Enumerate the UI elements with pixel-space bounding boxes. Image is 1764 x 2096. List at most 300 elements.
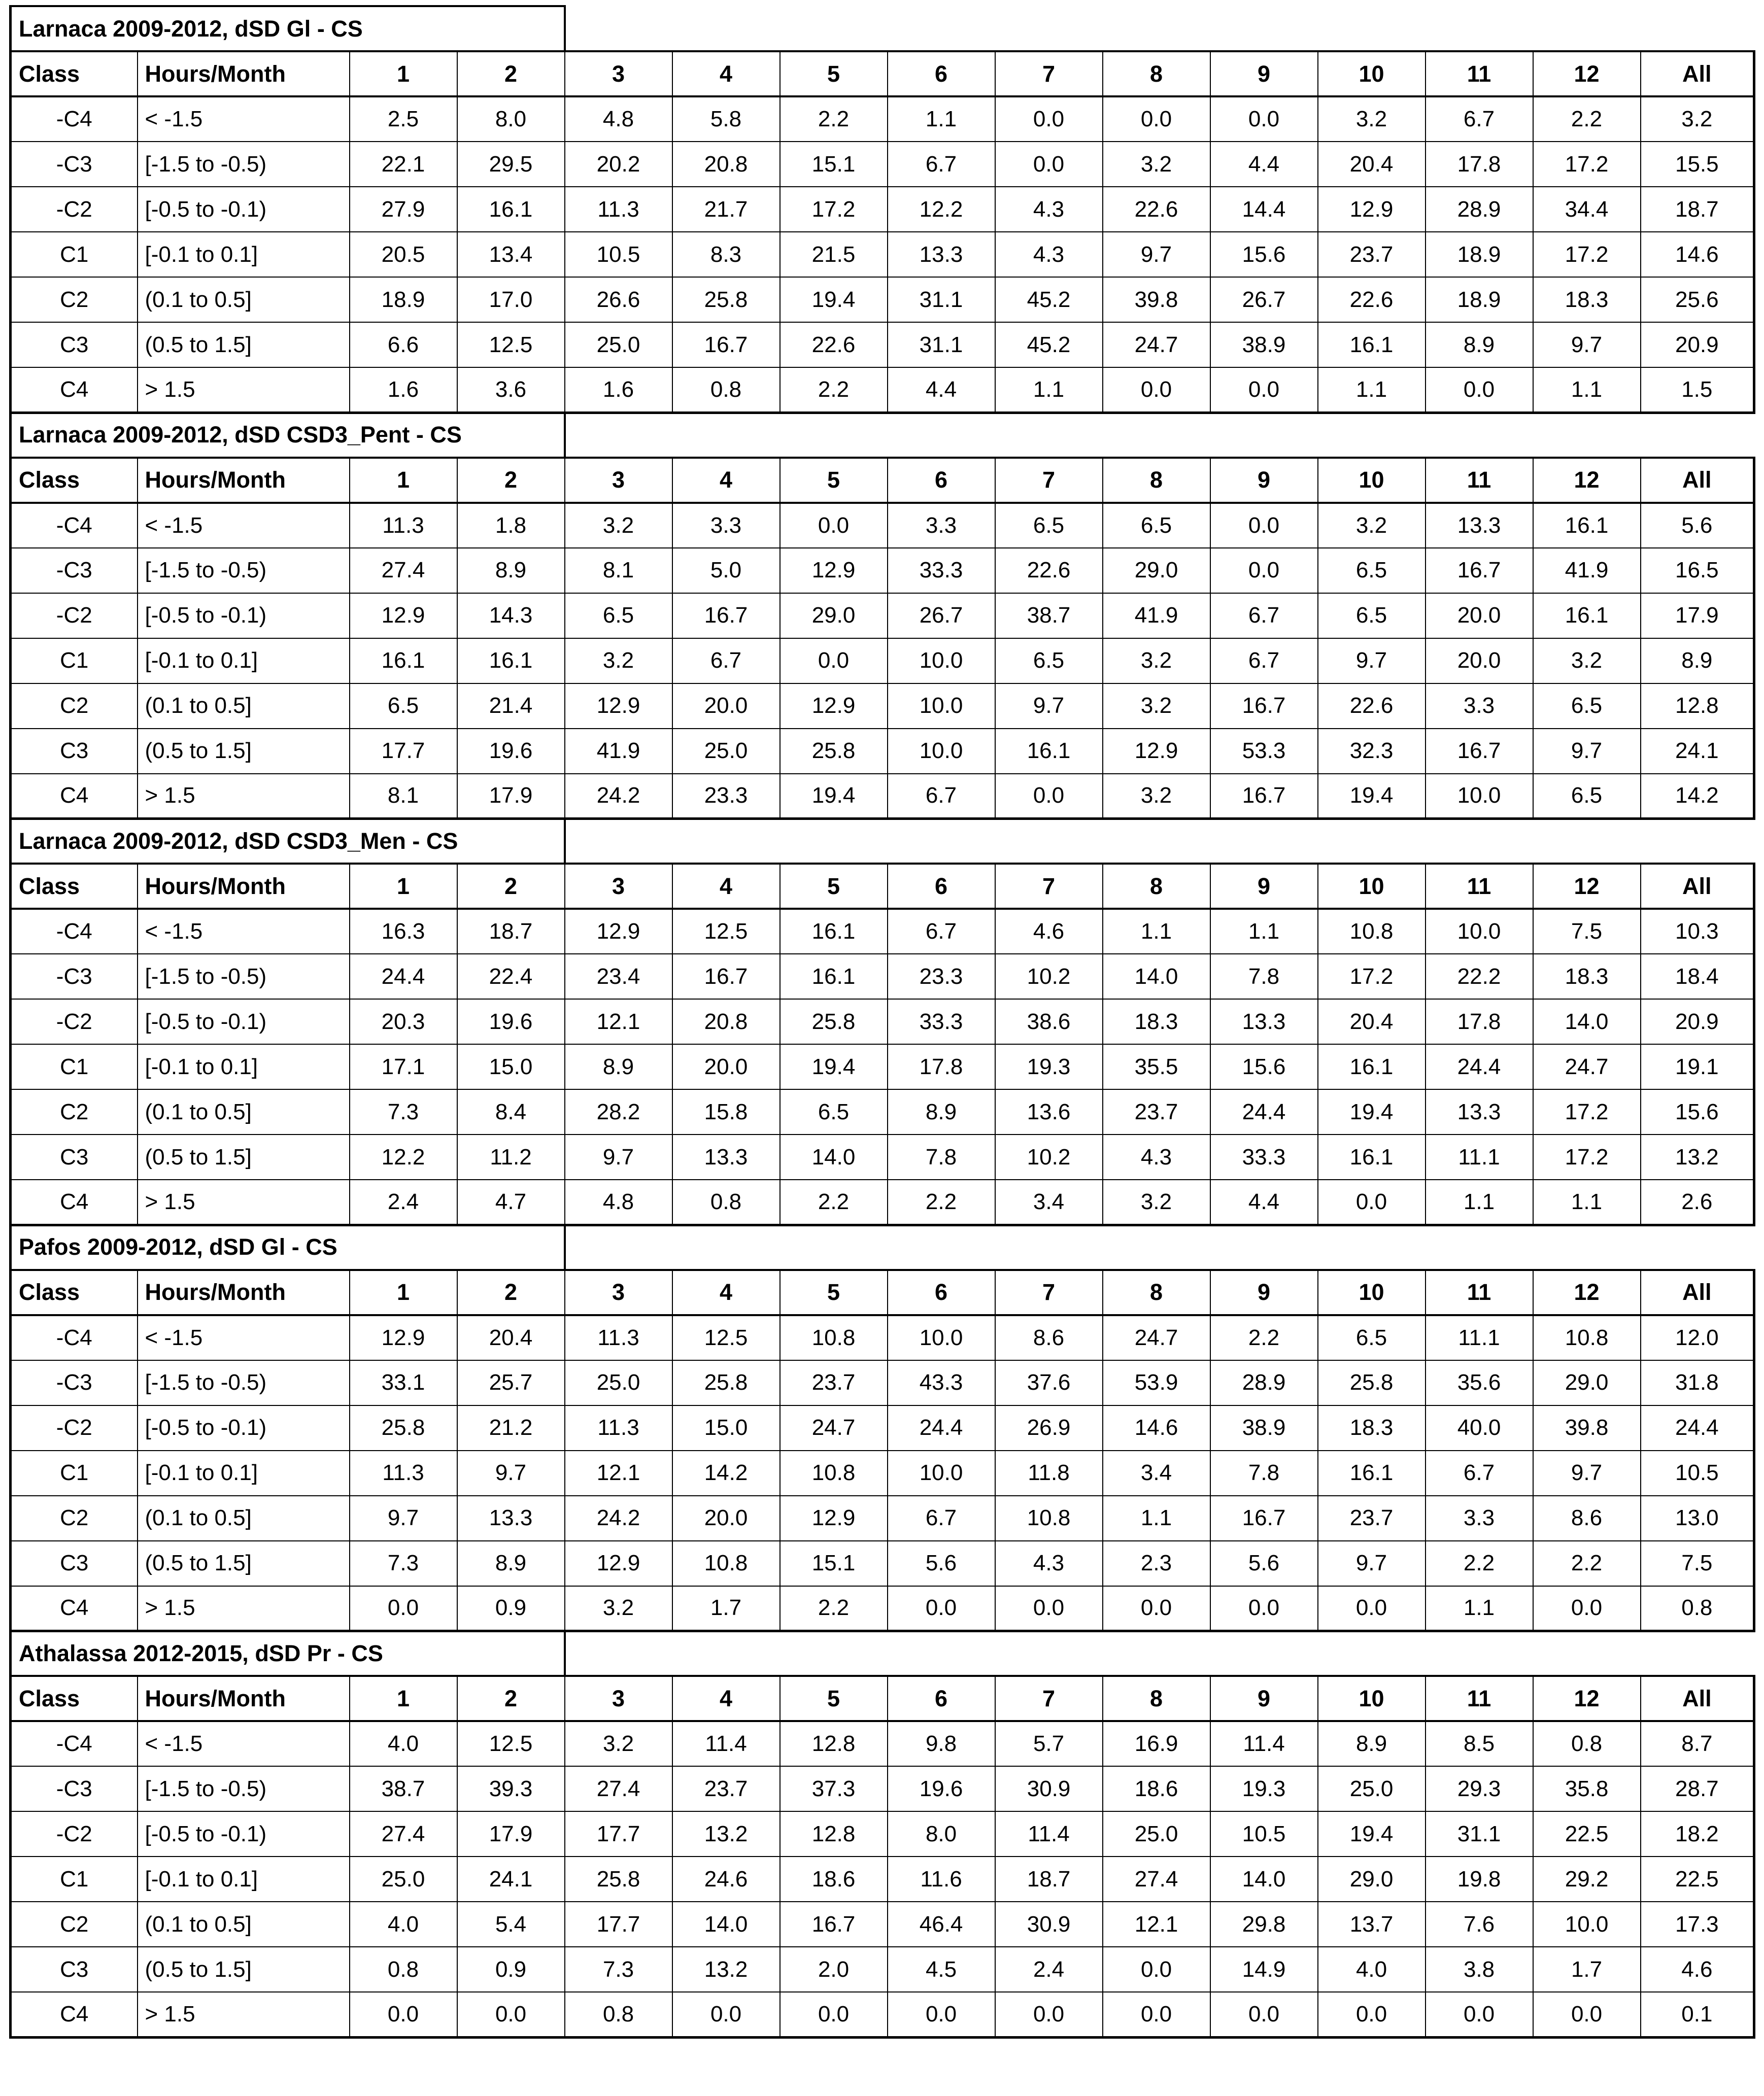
- class-label-cell: C2: [11, 1496, 138, 1541]
- value-cell: 12.9: [780, 1496, 888, 1541]
- range-cell: [-0.5 to -0.1): [138, 187, 350, 232]
- value-cell: 6.5: [1103, 503, 1210, 548]
- column-header-12: 12: [1533, 51, 1641, 96]
- value-cell: 12.8: [780, 1721, 888, 1766]
- value-cell: 10.0: [888, 1315, 995, 1360]
- title-row-spacer: [565, 6, 1754, 51]
- value-cell: 11.3: [350, 503, 457, 548]
- value-cell: 53.3: [1210, 729, 1318, 774]
- column-header-2: 2: [457, 51, 565, 96]
- value-cell: 0.0: [457, 1992, 565, 2037]
- value-cell: 6.5: [995, 503, 1103, 548]
- column-header-8: 8: [1103, 1676, 1210, 1721]
- column-header-4: 4: [672, 51, 780, 96]
- value-cell: 20.9: [1641, 999, 1754, 1044]
- value-cell: 25.8: [672, 277, 780, 322]
- value-cell: 5.8: [672, 96, 780, 142]
- value-cell: 12.2: [888, 187, 995, 232]
- value-cell: 28.7: [1641, 1766, 1754, 1811]
- value-cell: 16.3: [350, 909, 457, 954]
- value-cell: 6.7: [1210, 638, 1318, 683]
- column-header-all: All: [1641, 1270, 1754, 1315]
- value-cell: 11.4: [672, 1721, 780, 1766]
- column-header-8: 8: [1103, 51, 1210, 96]
- section-title: Larnaca 2009-2012, dSD Gl - CS: [11, 6, 565, 51]
- value-cell: 8.9: [1641, 638, 1754, 683]
- class-label-cell: C1: [11, 1451, 138, 1496]
- range-cell: (0.1 to 0.5]: [138, 1496, 350, 1541]
- value-cell: 0.0: [350, 1586, 457, 1631]
- value-cell: 20.4: [1318, 142, 1426, 187]
- column-header-10: 10: [1318, 51, 1426, 96]
- value-cell: 32.3: [1318, 729, 1426, 774]
- value-cell: 29.0: [780, 593, 888, 638]
- value-cell: 29.8: [1210, 1902, 1318, 1947]
- value-cell: 3.2: [1103, 142, 1210, 187]
- range-cell: (0.5 to 1.5]: [138, 1947, 350, 1992]
- value-cell: 1.6: [565, 367, 672, 413]
- data-row: [11, 1857, 1754, 1902]
- class-label-cell: -C3: [11, 954, 138, 999]
- value-cell: 29.2: [1533, 1857, 1641, 1902]
- value-cell: 1.7: [1533, 1947, 1641, 1992]
- value-cell: 18.6: [780, 1857, 888, 1902]
- value-cell: 0.0: [995, 774, 1103, 819]
- range-cell: (0.1 to 0.5]: [138, 1902, 350, 1947]
- value-cell: 8.0: [888, 1811, 995, 1857]
- value-cell: 12.1: [1103, 1902, 1210, 1947]
- value-cell: 29.5: [457, 142, 565, 187]
- value-cell: 19.6: [457, 999, 565, 1044]
- value-cell: 8.9: [888, 1089, 995, 1135]
- value-cell: 8.1: [350, 774, 457, 819]
- value-cell: 17.0: [457, 277, 565, 322]
- value-cell: 39.3: [457, 1766, 565, 1811]
- range-cell: > 1.5: [138, 1992, 350, 2037]
- value-cell: 33.3: [1210, 1135, 1318, 1180]
- column-header-class: Class: [11, 458, 138, 503]
- value-cell: 19.6: [888, 1766, 995, 1811]
- value-cell: 1.1: [1103, 1496, 1210, 1541]
- value-cell: 4.6: [1641, 1947, 1754, 1992]
- value-cell: 31.8: [1641, 1360, 1754, 1405]
- value-cell: 33.3: [888, 999, 995, 1044]
- value-cell: 16.7: [672, 593, 780, 638]
- value-cell: 18.6: [1103, 1766, 1210, 1811]
- column-header-all: All: [1641, 1676, 1754, 1721]
- value-cell: 6.7: [1426, 96, 1533, 142]
- value-cell: 9.8: [888, 1721, 995, 1766]
- value-cell: 9.7: [995, 683, 1103, 729]
- column-header-4: 4: [672, 1270, 780, 1315]
- value-cell: 6.7: [672, 638, 780, 683]
- value-cell: 18.7: [1641, 187, 1754, 232]
- range-cell: [-0.5 to -0.1): [138, 593, 350, 638]
- value-cell: 10.0: [888, 729, 995, 774]
- value-cell: 39.8: [1103, 277, 1210, 322]
- data-row: [11, 683, 1754, 729]
- value-cell: 0.0: [1210, 1586, 1318, 1631]
- column-header-10: 10: [1318, 1676, 1426, 1721]
- value-cell: 17.9: [457, 774, 565, 819]
- column-header-hours-month: Hours/Month: [138, 864, 350, 909]
- column-header-9: 9: [1210, 458, 1318, 503]
- value-cell: 5.4: [457, 1902, 565, 1947]
- section-2-table: [9, 411, 1755, 820]
- value-cell: 0.0: [995, 142, 1103, 187]
- value-cell: 18.9: [350, 277, 457, 322]
- column-header-2: 2: [457, 1270, 565, 1315]
- value-cell: 41.9: [1103, 593, 1210, 638]
- value-cell: 5.0: [672, 548, 780, 593]
- class-label-cell: C3: [11, 322, 138, 367]
- value-cell: 3.2: [1103, 774, 1210, 819]
- value-cell: 5.6: [1641, 503, 1754, 548]
- value-cell: 20.4: [1318, 999, 1426, 1044]
- value-cell: 6.5: [565, 593, 672, 638]
- value-cell: 0.8: [1533, 1721, 1641, 1766]
- class-label-cell: -C2: [11, 1405, 138, 1451]
- value-cell: 9.7: [457, 1451, 565, 1496]
- section-3-table: [9, 817, 1755, 1226]
- value-cell: 4.6: [995, 909, 1103, 954]
- value-cell: 18.7: [457, 909, 565, 954]
- value-cell: 16.7: [1426, 548, 1533, 593]
- column-header-6: 6: [888, 864, 995, 909]
- column-header-5: 5: [780, 1676, 888, 1721]
- value-cell: 14.0: [1533, 999, 1641, 1044]
- class-label-cell: -C2: [11, 187, 138, 232]
- value-cell: 14.2: [672, 1451, 780, 1496]
- value-cell: 19.4: [780, 1044, 888, 1089]
- value-cell: 13.3: [1210, 999, 1318, 1044]
- column-header-class: Class: [11, 864, 138, 909]
- value-cell: 22.5: [1641, 1857, 1754, 1902]
- value-cell: 31.1: [1426, 1811, 1533, 1857]
- value-cell: 7.5: [1533, 909, 1641, 954]
- value-cell: 8.6: [995, 1315, 1103, 1360]
- value-cell: 0.0: [1210, 1992, 1318, 2037]
- value-cell: 13.3: [672, 1135, 780, 1180]
- value-cell: 8.3: [672, 232, 780, 277]
- value-cell: 13.3: [1426, 503, 1533, 548]
- value-cell: 31.1: [888, 322, 995, 367]
- value-cell: 19.4: [780, 277, 888, 322]
- value-cell: 16.1: [780, 909, 888, 954]
- value-cell: 15.0: [672, 1405, 780, 1451]
- value-cell: 14.3: [457, 593, 565, 638]
- value-cell: 14.6: [1103, 1405, 1210, 1451]
- value-cell: 2.4: [995, 1947, 1103, 1992]
- value-cell: 29.0: [1103, 548, 1210, 593]
- column-header-6: 6: [888, 1676, 995, 1721]
- value-cell: 2.2: [780, 1586, 888, 1631]
- column-header-4: 4: [672, 864, 780, 909]
- value-cell: 18.9: [1426, 232, 1533, 277]
- class-label-cell: C1: [11, 1044, 138, 1089]
- value-cell: 8.9: [457, 1541, 565, 1586]
- value-cell: 23.3: [888, 954, 995, 999]
- value-cell: 53.9: [1103, 1360, 1210, 1405]
- value-cell: 4.4: [1210, 1180, 1318, 1225]
- column-header-9: 9: [1210, 864, 1318, 909]
- column-header-10: 10: [1318, 864, 1426, 909]
- data-row: [11, 1902, 1754, 1947]
- value-cell: 31.1: [888, 277, 995, 322]
- column-header-1: 1: [350, 1270, 457, 1315]
- value-cell: 3.2: [1641, 96, 1754, 142]
- value-cell: 6.5: [1533, 683, 1641, 729]
- value-cell: 2.2: [888, 1180, 995, 1225]
- value-cell: 22.6: [1318, 683, 1426, 729]
- class-label-cell: C1: [11, 1857, 138, 1902]
- value-cell: 27.4: [350, 548, 457, 593]
- value-cell: 4.7: [457, 1180, 565, 1225]
- value-cell: 12.9: [780, 683, 888, 729]
- value-cell: 28.2: [565, 1089, 672, 1135]
- value-cell: 0.8: [672, 1180, 780, 1225]
- data-row: [11, 774, 1754, 819]
- value-cell: 6.7: [888, 1496, 995, 1541]
- data-row: [11, 503, 1754, 548]
- range-cell: (0.1 to 0.5]: [138, 1089, 350, 1135]
- value-cell: 25.8: [350, 1405, 457, 1451]
- class-label-cell: C1: [11, 638, 138, 683]
- value-cell: 10.2: [995, 1135, 1103, 1180]
- value-cell: 10.0: [1426, 774, 1533, 819]
- column-header-5: 5: [780, 458, 888, 503]
- value-cell: 20.8: [672, 999, 780, 1044]
- data-row: [11, 909, 1754, 954]
- value-cell: 6.5: [1318, 1315, 1426, 1360]
- column-header-3: 3: [565, 864, 672, 909]
- column-header-12: 12: [1533, 864, 1641, 909]
- value-cell: 1.6: [350, 367, 457, 413]
- value-cell: 10.8: [995, 1496, 1103, 1541]
- value-cell: 2.5: [350, 96, 457, 142]
- value-cell: 19.8: [1426, 1857, 1533, 1902]
- column-header-9: 9: [1210, 51, 1318, 96]
- value-cell: 16.9: [1103, 1721, 1210, 1766]
- section-title-row: [11, 1225, 1754, 1270]
- value-cell: 1.8: [457, 503, 565, 548]
- value-cell: 18.3: [1533, 954, 1641, 999]
- value-cell: 3.2: [565, 503, 672, 548]
- value-cell: 41.9: [1533, 548, 1641, 593]
- value-cell: 1.1: [1210, 909, 1318, 954]
- value-cell: 0.0: [995, 1992, 1103, 2037]
- section-5-table: [9, 1630, 1755, 2039]
- value-cell: 14.2: [1641, 774, 1754, 819]
- value-cell: 10.8: [1318, 909, 1426, 954]
- value-cell: 25.8: [780, 729, 888, 774]
- value-cell: 1.1: [1318, 367, 1426, 413]
- value-cell: 7.8: [1210, 954, 1318, 999]
- value-cell: 3.3: [672, 503, 780, 548]
- value-cell: 17.8: [888, 1044, 995, 1089]
- data-row: [11, 593, 1754, 638]
- value-cell: 23.7: [1103, 1089, 1210, 1135]
- value-cell: 18.3: [1318, 1405, 1426, 1451]
- value-cell: 11.2: [457, 1135, 565, 1180]
- value-cell: 9.7: [1318, 1541, 1426, 1586]
- value-cell: 25.8: [672, 1360, 780, 1405]
- value-cell: 33.3: [888, 548, 995, 593]
- value-cell: 24.7: [1103, 1315, 1210, 1360]
- value-cell: 13.3: [888, 232, 995, 277]
- column-header-3: 3: [565, 1270, 672, 1315]
- value-cell: 10.0: [888, 638, 995, 683]
- value-cell: 20.0: [1426, 593, 1533, 638]
- value-cell: 16.1: [457, 638, 565, 683]
- value-cell: 0.0: [995, 96, 1103, 142]
- value-cell: 10.2: [995, 954, 1103, 999]
- value-cell: 18.3: [1103, 999, 1210, 1044]
- value-cell: 13.2: [672, 1811, 780, 1857]
- value-cell: 16.7: [1210, 774, 1318, 819]
- value-cell: 3.2: [1533, 638, 1641, 683]
- range-cell: [-1.5 to -0.5): [138, 142, 350, 187]
- value-cell: 16.1: [457, 187, 565, 232]
- section-4-table: [9, 1224, 1755, 1633]
- value-cell: 23.3: [672, 774, 780, 819]
- value-cell: 0.0: [1426, 367, 1533, 413]
- value-cell: 17.9: [1641, 593, 1754, 638]
- value-cell: 24.7: [1103, 322, 1210, 367]
- value-cell: 10.0: [888, 1451, 995, 1496]
- value-cell: 17.2: [1533, 1135, 1641, 1180]
- value-cell: 24.1: [457, 1857, 565, 1902]
- value-cell: 22.6: [1103, 187, 1210, 232]
- value-cell: 17.7: [565, 1811, 672, 1857]
- value-cell: 15.0: [457, 1044, 565, 1089]
- value-cell: 14.0: [1103, 954, 1210, 999]
- class-label-cell: -C3: [11, 1360, 138, 1405]
- value-cell: 25.0: [565, 322, 672, 367]
- column-header-9: 9: [1210, 1676, 1318, 1721]
- range-cell: [-0.1 to 0.1]: [138, 232, 350, 277]
- value-cell: 12.8: [780, 1811, 888, 1857]
- range-cell: [-1.5 to -0.5): [138, 954, 350, 999]
- value-cell: 7.8: [1210, 1451, 1318, 1496]
- value-cell: 2.2: [1533, 96, 1641, 142]
- value-cell: 24.4: [1210, 1089, 1318, 1135]
- class-label-cell: -C3: [11, 1766, 138, 1811]
- value-cell: 8.0: [457, 96, 565, 142]
- value-cell: 0.0: [888, 1586, 995, 1631]
- class-label-cell: C3: [11, 1135, 138, 1180]
- section-title: Larnaca 2009-2012, dSD CSD3_Men - CS: [11, 818, 565, 864]
- value-cell: 3.4: [995, 1180, 1103, 1225]
- value-cell: 6.7: [888, 142, 995, 187]
- value-cell: 24.4: [888, 1405, 995, 1451]
- value-cell: 0.0: [1210, 96, 1318, 142]
- value-cell: 11.1: [1426, 1135, 1533, 1180]
- column-header-2: 2: [457, 1676, 565, 1721]
- data-row: [11, 1586, 1754, 1631]
- value-cell: 38.7: [350, 1766, 457, 1811]
- value-cell: 22.6: [995, 548, 1103, 593]
- value-cell: 0.0: [1103, 367, 1210, 413]
- column-header-hours-month: Hours/Month: [138, 458, 350, 503]
- value-cell: 0.0: [1103, 1947, 1210, 1992]
- column-header-class: Class: [11, 51, 138, 96]
- column-header-9: 9: [1210, 1270, 1318, 1315]
- value-cell: 19.6: [457, 729, 565, 774]
- value-cell: 9.7: [1103, 232, 1210, 277]
- column-header-10: 10: [1318, 1270, 1426, 1315]
- column-header-1: 1: [350, 51, 457, 96]
- value-cell: 3.2: [565, 1586, 672, 1631]
- value-cell: 3.3: [888, 503, 995, 548]
- value-cell: 0.0: [1103, 96, 1210, 142]
- value-cell: 6.5: [350, 683, 457, 729]
- column-header-7: 7: [995, 458, 1103, 503]
- value-cell: 2.2: [780, 96, 888, 142]
- data-row: [11, 1180, 1754, 1225]
- value-cell: 9.7: [565, 1135, 672, 1180]
- value-cell: 17.2: [780, 187, 888, 232]
- value-cell: 8.9: [1426, 322, 1533, 367]
- value-cell: 10.8: [780, 1451, 888, 1496]
- value-cell: 9.7: [1533, 729, 1641, 774]
- class-label-cell: -C4: [11, 96, 138, 142]
- column-header-class: Class: [11, 1270, 138, 1315]
- value-cell: 46.4: [888, 1902, 995, 1947]
- column-header-3: 3: [565, 458, 672, 503]
- value-cell: 2.2: [1210, 1315, 1318, 1360]
- class-label-cell: C4: [11, 1180, 138, 1225]
- value-cell: 25.7: [457, 1360, 565, 1405]
- value-cell: 24.4: [350, 954, 457, 999]
- header-row: [11, 1676, 1754, 1721]
- column-header-hours-month: Hours/Month: [138, 1270, 350, 1315]
- value-cell: 18.7: [995, 1857, 1103, 1902]
- value-cell: 12.1: [565, 999, 672, 1044]
- value-cell: 4.8: [565, 1180, 672, 1225]
- value-cell: 19.4: [780, 774, 888, 819]
- value-cell: 12.9: [1318, 187, 1426, 232]
- value-cell: 21.2: [457, 1405, 565, 1451]
- value-cell: 2.3: [1103, 1541, 1210, 1586]
- value-cell: 3.2: [565, 638, 672, 683]
- value-cell: 10.8: [672, 1541, 780, 1586]
- column-header-1: 1: [350, 1676, 457, 1721]
- value-cell: 0.1: [1641, 1992, 1754, 2037]
- value-cell: 33.1: [350, 1360, 457, 1405]
- value-cell: 7.3: [565, 1947, 672, 1992]
- value-cell: 1.1: [1533, 367, 1641, 413]
- column-header-4: 4: [672, 1676, 780, 1721]
- value-cell: 16.1: [1533, 503, 1641, 548]
- data-row: [11, 1044, 1754, 1089]
- data-row: [11, 1992, 1754, 2037]
- value-cell: 11.3: [565, 1405, 672, 1451]
- value-cell: 20.3: [350, 999, 457, 1044]
- value-cell: 16.5: [1641, 548, 1754, 593]
- column-header-12: 12: [1533, 1676, 1641, 1721]
- value-cell: 3.6: [457, 367, 565, 413]
- value-cell: 10.5: [1641, 1451, 1754, 1496]
- class-label-cell: C3: [11, 1947, 138, 1992]
- column-header-3: 3: [565, 1676, 672, 1721]
- value-cell: 1.7: [672, 1586, 780, 1631]
- value-cell: 16.1: [1318, 322, 1426, 367]
- data-row: [11, 1947, 1754, 1992]
- value-cell: 29.3: [1426, 1766, 1533, 1811]
- value-cell: 22.5: [1533, 1811, 1641, 1857]
- class-label-cell: C2: [11, 1902, 138, 1947]
